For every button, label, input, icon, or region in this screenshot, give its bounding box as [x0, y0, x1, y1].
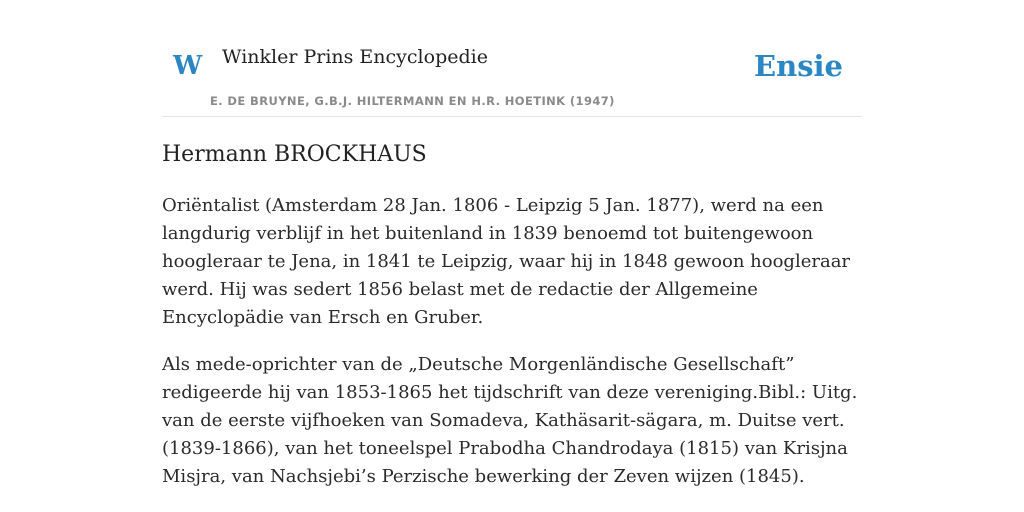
site-title[interactable]: Winkler Prins Encyclopedie [222, 46, 488, 68]
article-title: Hermann BROCKHAUS [162, 142, 427, 167]
authors-line: E. DE BRUYNE, G.B.J. HILTERMANN EN H.R. HOETINK (1947) [210, 94, 615, 108]
winkler-prins-logo[interactable]: W [173, 51, 203, 81]
header [162, 0, 862, 117]
article [162, 140, 867, 510]
article-paragraph: Oriëntalist (Amsterdam 28 Jan. 1806 - Leipzig 5 Jan. 1877), werd na een langdurig verblijf in het buitenland in 1839 benoemd tot buitengewoon hoogleraar te Jena, in 1841 te Leipzig, waar hij in 1848 gewoon hoogleraar werd. Hij was sedert 1856 belast met de redactie der Allgemeine Encyclopädie van Ersch en Gruber. [162, 195, 851, 328]
article-paragraph: Als mede-oprichter van de „Deutsche Morgenländische Gesellschaft” redigeerde hij van 1853-1865 het tijdschrift van deze vereniging.Bibl.: Uitg. van de eerste vijfhoeken van Somadeva, Kathäsarit-sägara, m. Duitse vert. (1839-1866), van het toneelspel Prabodha Chandrodaya (1815) van Krisjna Misjra, van Nachsjebi’s Perzische bewerking der Zeven wijzen (1845). [162, 354, 858, 487]
ensie-logo[interactable]: Ensie [754, 49, 843, 83]
